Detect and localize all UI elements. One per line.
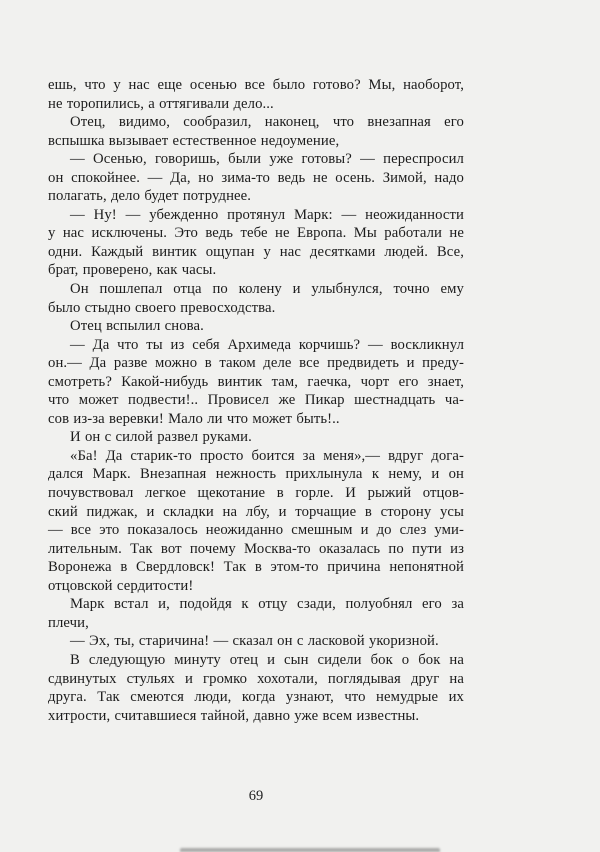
text-line: ский пиджак, и складки на лбу, и торчащие в сторону усы xyxy=(48,503,464,520)
text-line: Он пошлепал отца по колену и улыбнулся, точно ему xyxy=(70,281,464,298)
text-line: отцовской сердитости! xyxy=(48,577,194,594)
text-line: сдвинутых стульях и громко хохотали, поглядывая друг на xyxy=(48,670,464,687)
text-line: хитрости, считавшиеся тайной, давно уже всем известны. xyxy=(48,707,420,724)
text-line: Отец, видимо, сообразил, наконец, что внезапная его xyxy=(70,114,464,131)
text-line: у нас исключены. Это ведь тебе не Европа. Мы работали не xyxy=(48,225,464,242)
text-line: — Осенью, говоришь, были уже готовы? — переспросил xyxy=(70,151,464,168)
text-line: дался Марк. Внезапная нежность прихлынула к нему, и он xyxy=(48,466,464,483)
text-line: он.— Да разве можно в таком деле все предвидеть и преду- xyxy=(48,355,464,372)
text-line: Отец вспылил снова. xyxy=(70,318,204,335)
text-line: ешь, что у нас еще осенью все было готово? Мы, наоборот, xyxy=(48,77,464,93)
text-line: брат, проверено, как часы. xyxy=(48,262,217,279)
text-line: В следующую минуту отец и сын сидели бок о бок на xyxy=(70,651,464,668)
text-line: одни. Каждый винтик ощупан у нас десятками людей. Все, xyxy=(48,243,464,260)
text-line: он спокойнее. — Да, но зима-то ведь не осень. Зимой, надо xyxy=(48,169,464,186)
text-line: И он с силой развел руками. xyxy=(70,429,252,446)
text-line: «Ба! Да старик-то просто боится за меня»,— вдруг дога- xyxy=(70,447,464,464)
text-line: Марк встал и, подойдя к отцу сзади, полуобнял его за xyxy=(70,596,464,613)
page-number: 69 xyxy=(248,788,264,804)
text-line: смотреть? Какой-нибудь винтик там, гаечка, чорт его знает, xyxy=(48,373,464,390)
text-line: — Ну! — убежденно протянул Марк: — неожиданности xyxy=(70,206,464,223)
text-line: — все это показалось неожиданно смешным и до слез уми- xyxy=(48,522,464,539)
text-line: друга. Так смеются люди, когда узнают, что немудрые их xyxy=(48,689,464,706)
text-line: сов из-за веревки! Мало ли что может быть!.. xyxy=(48,410,340,427)
text-line: полагать, дело будет потруднее. xyxy=(48,188,252,205)
text-line: вспышка вызывает естественное недоумение, xyxy=(48,132,340,149)
text-line: — Да что ты из себя Архимеда корчишь? — воскликнул xyxy=(70,336,464,353)
text-line: было стыдно своего превосходства. xyxy=(48,299,276,316)
text-line: не торопились, а оттягивали дело... xyxy=(48,95,274,112)
text-line: почувствовал легкое щекотание в горле. И рыжий отцов- xyxy=(48,485,464,502)
text-line: — Эх, ты, старичина! — сказал он с ласковой укоризной. xyxy=(70,633,439,650)
text-line: лительным. Так вот почему Москва-то оказалась по пути из xyxy=(48,540,464,557)
text-line: плечи, xyxy=(48,614,89,631)
page-text xyxy=(48,76,464,725)
text-line: что может подвести!.. Провисел же Пикар шестнадцать ча- xyxy=(48,392,464,409)
text-line: Воронежа в Свердловск! Так в этом-то причина непонятной xyxy=(48,559,464,576)
